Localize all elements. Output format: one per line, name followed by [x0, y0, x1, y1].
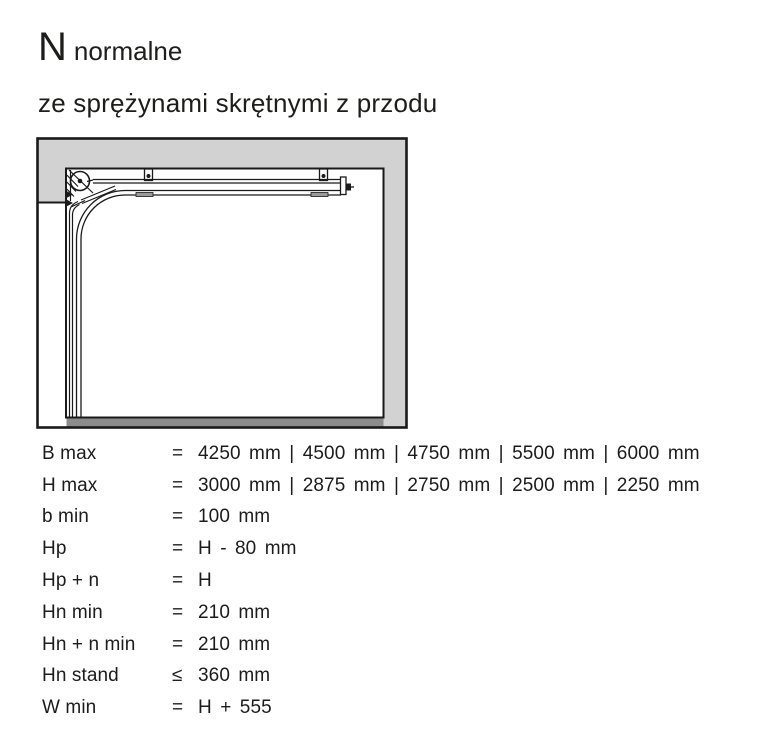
- spec-label: W min: [42, 697, 97, 719]
- table-row: [42, 597, 700, 629]
- spec-operator: =: [172, 474, 184, 496]
- table-row: [42, 533, 700, 565]
- dimension-spec-table: [42, 438, 700, 724]
- lintel-wall-section: [38, 139, 67, 203]
- track-hanger-bracket: [145, 169, 153, 181]
- door-type-title: [38, 26, 437, 77]
- table-row: [42, 502, 700, 534]
- table-row: [42, 565, 700, 597]
- spec-operator: =: [172, 570, 184, 592]
- spec-operator: =: [172, 697, 184, 719]
- spring-bumper-strut: [71, 186, 116, 207]
- table-row: [42, 438, 700, 470]
- spec-operator: =: [172, 442, 184, 464]
- door-type-name: normalne: [73, 36, 183, 66]
- spec-label: Hn stand: [42, 665, 119, 687]
- spec-label: Hn min: [42, 601, 103, 623]
- spec-operator: =: [172, 538, 184, 560]
- floor-section: [67, 418, 384, 427]
- spec-value: 210 mm: [198, 601, 271, 623]
- spec-label: Hn + n min: [42, 633, 136, 655]
- page-header: [38, 26, 437, 119]
- spec-label: b min: [42, 506, 89, 528]
- sectional-door-cross-section-diagram: [33, 135, 411, 431]
- spec-value: H - 80 mm: [198, 538, 297, 560]
- spec-label: H max: [42, 474, 98, 496]
- spec-operator: =: [172, 601, 184, 623]
- rear-wall-section: [384, 139, 407, 428]
- spec-label: Hp + n: [42, 570, 100, 592]
- spec-operator: =: [172, 506, 184, 528]
- track-end-cap: [341, 177, 347, 195]
- spec-value: 100 mm: [198, 506, 271, 528]
- spec-label: B max: [42, 442, 97, 464]
- diagram-outer-border: [38, 139, 407, 428]
- table-row: [42, 470, 700, 502]
- track-curve-inner: [81, 195, 341, 417]
- interior-border: [66, 169, 384, 418]
- table-row: [42, 661, 700, 693]
- door-leaf-edge: [70, 202, 80, 418]
- track-curve-outer: [77, 191, 342, 418]
- track-splice-plate: [311, 193, 328, 197]
- spec-value: 210 mm: [198, 633, 271, 655]
- track-hanger-bracket: [320, 169, 328, 181]
- spec-value: 3000 mm | 2875 mm | 2750 mm | 2500 mm | 2250 mm: [198, 474, 700, 496]
- track-end-bumper-icon: [346, 184, 351, 191]
- door-type-letter: N: [38, 25, 67, 69]
- spec-value: 360 mm: [198, 665, 271, 687]
- spec-label: Hp: [42, 538, 67, 560]
- horizontal-track-upper-rail: [87, 180, 341, 184]
- track-splice-plate: [136, 193, 153, 197]
- spec-value: 4250 mm | 4500 mm | 4750 mm | 5500 mm | 6000 mm: [198, 442, 700, 464]
- spec-operator: =: [172, 633, 184, 655]
- ceiling-section: [66, 139, 384, 169]
- spec-value: H: [198, 570, 212, 592]
- table-row: [42, 692, 700, 724]
- door-type-subtitle: ze sprężynami skrętnymi z przodu: [38, 88, 438, 118]
- spec-operator: ≤: [172, 665, 183, 687]
- table-row: [42, 629, 700, 661]
- spec-value: H + 555: [198, 697, 272, 719]
